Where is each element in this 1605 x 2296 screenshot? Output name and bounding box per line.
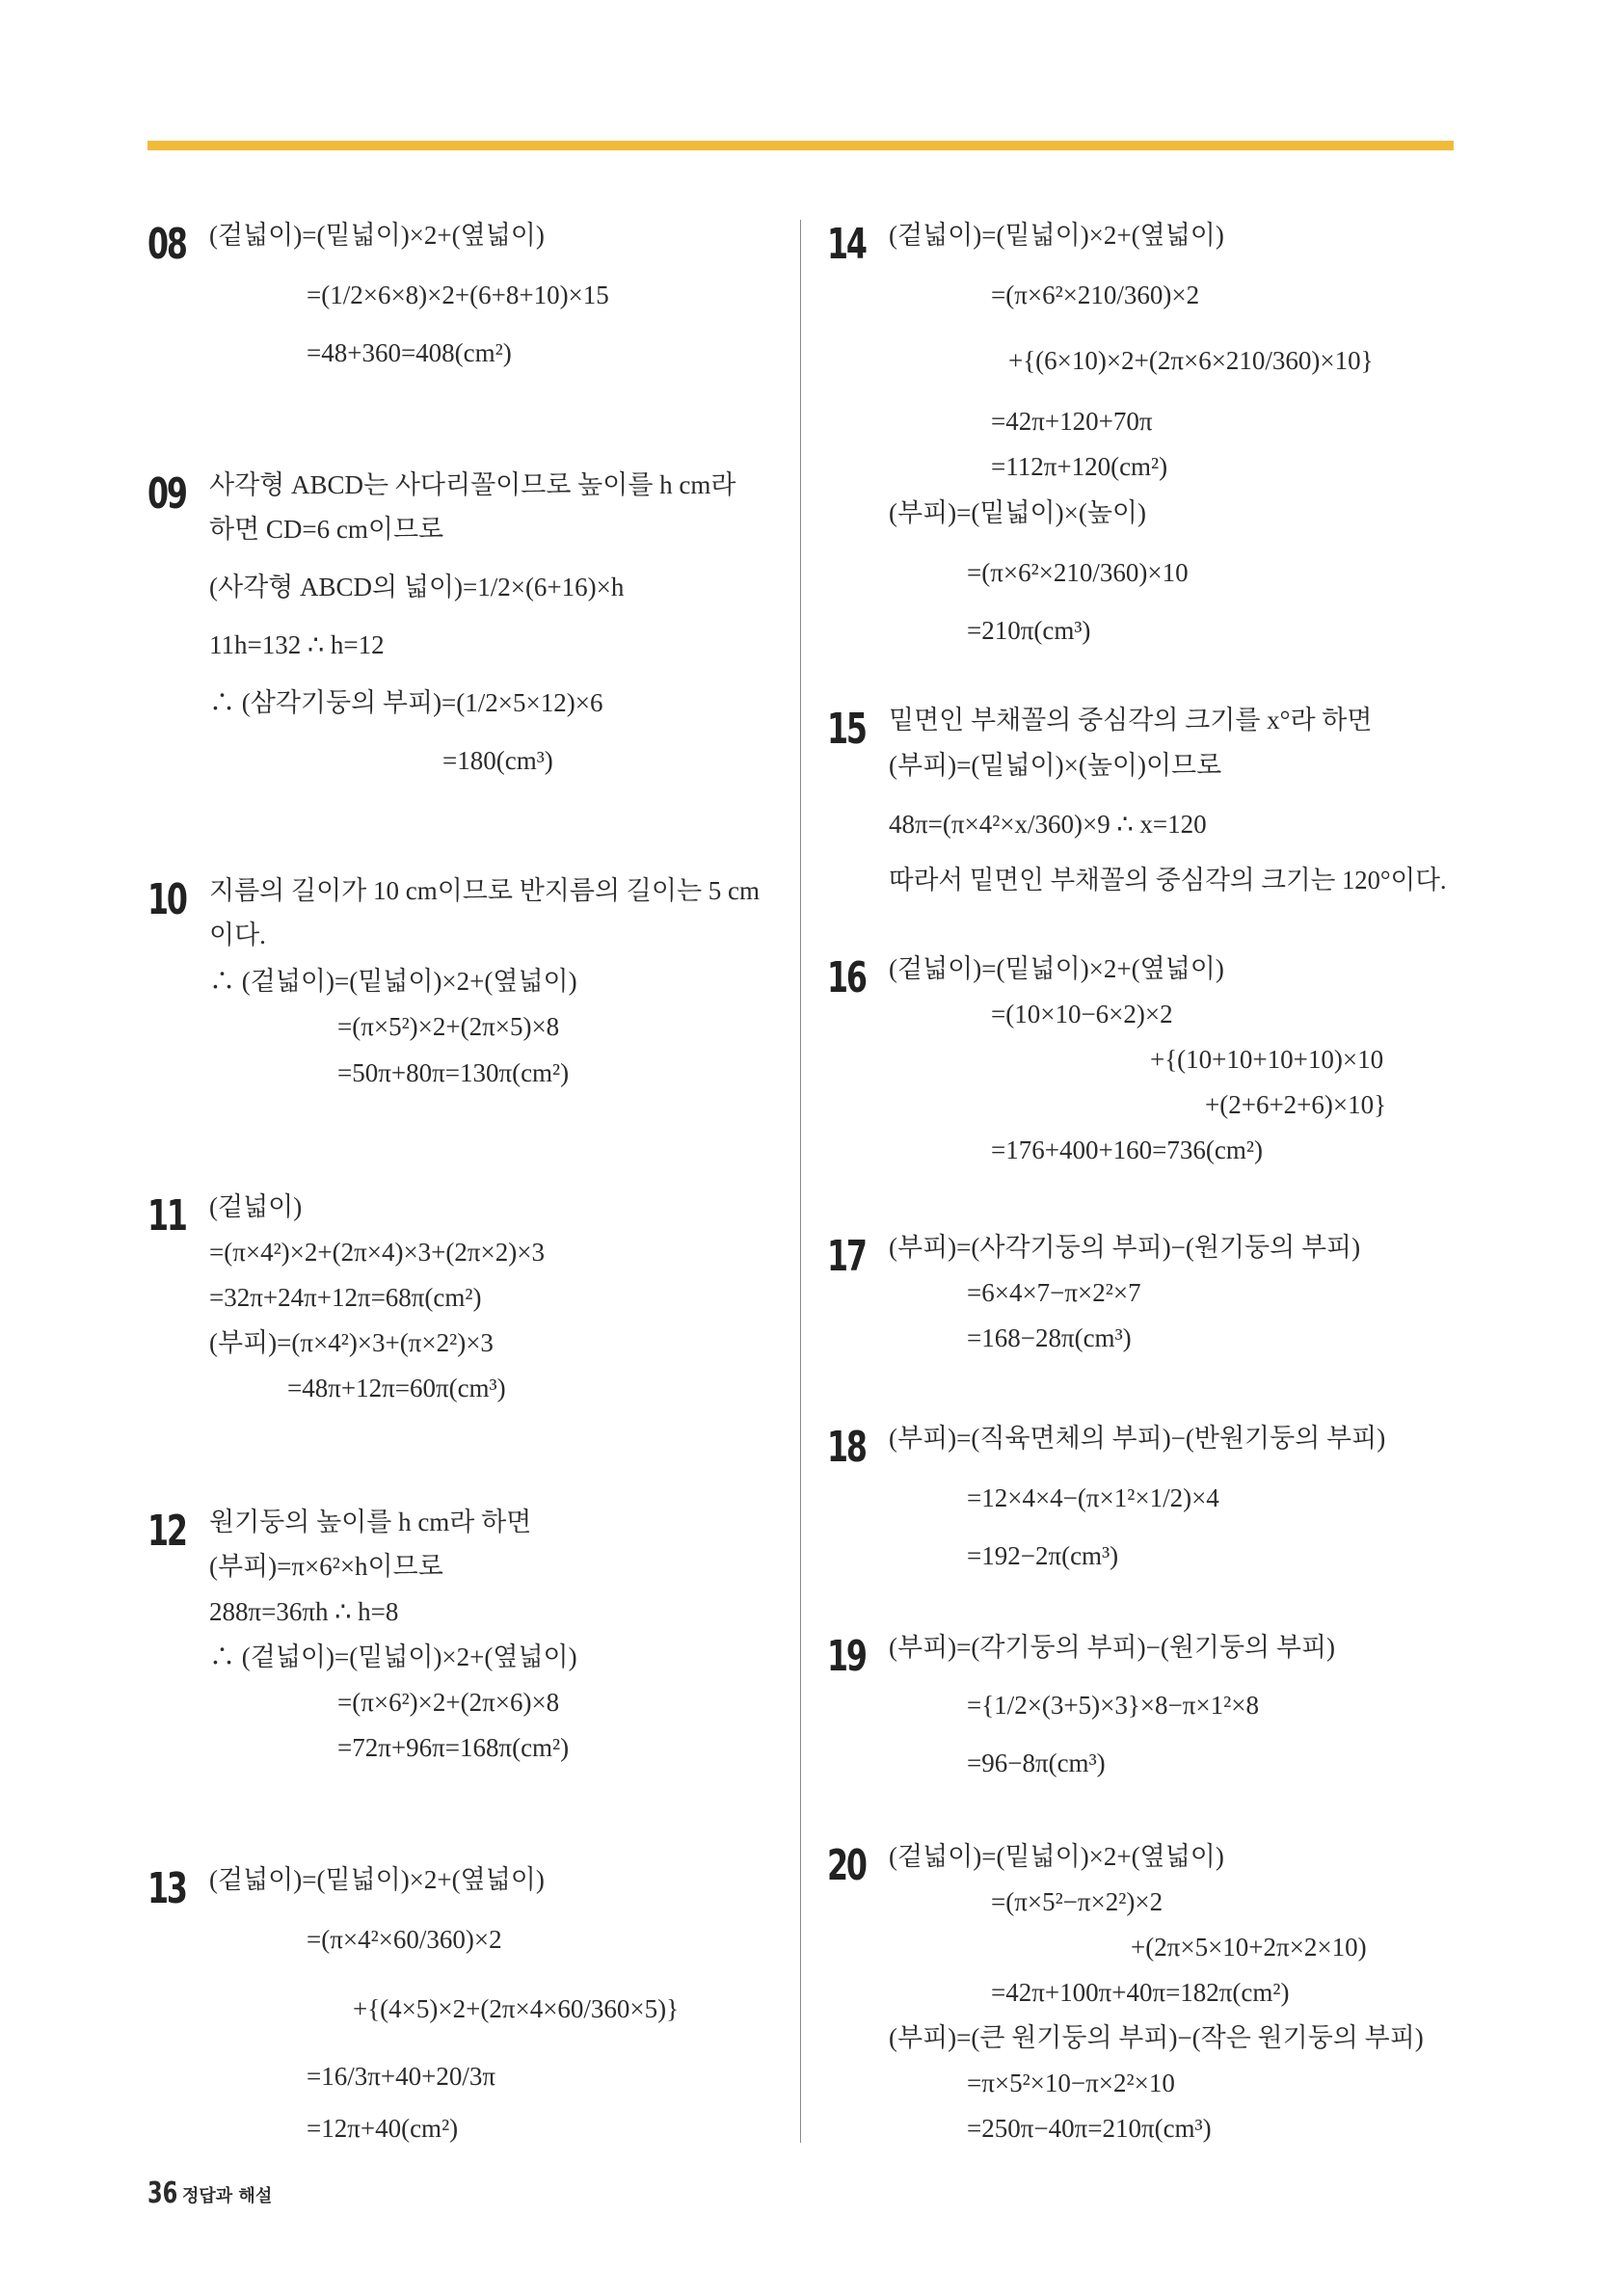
header-accent-bar [147, 141, 1454, 150]
solution-line: 이다. [209, 921, 266, 949]
solution-line: (부피)=(밑넓이)×(높이) [889, 498, 1146, 527]
solution-line: =(π×4²)×2+(2π×4)×3+(2π×2)×3 [209, 1238, 545, 1267]
solution-line: 하면 CD=6 cm이므로 [209, 515, 444, 544]
solution-line: 지름의 길이가 10 cm이므로 반지름의 길이는 5 cm [209, 876, 761, 905]
problem-number: 17 [827, 1232, 866, 1281]
solution-line: =12π+40(cm²) [307, 2114, 459, 2143]
solution-line: ∴ (삼각기둥의 부피)=(1/2×5×12)×6 [209, 688, 603, 717]
solution-line: =176+400+160=736(cm²) [991, 1135, 1263, 1164]
problem-number: 12 [147, 1507, 186, 1556]
solution-line: (부피)=(큰 원기둥의 부피)−(작은 원기둥의 부피) [889, 2023, 1424, 2052]
solution-line: =32π+24π+12π=68π(cm²) [209, 1283, 482, 1312]
solution-line: =72π+96π=168π(cm²) [337, 1733, 570, 1762]
solution-line: =48+360=408(cm²) [307, 338, 512, 367]
solution-line: =16/3π+40+20/3π [307, 2062, 495, 2091]
solution-line: +{(4×5)×2+(2π×4×60/360×5)} [353, 1994, 680, 2023]
problem-number: 09 [147, 469, 186, 519]
footer-label: 정답과 해설 [182, 2186, 273, 2206]
solution-line: +{(6×10)×2+(2π×6×210/360)×10} [1008, 346, 1374, 375]
solution-line: =(1/2×6×8)×2+(6+8+10)×15 [307, 280, 609, 309]
solution-line: =(π×4²×60/360)×2 [307, 1925, 502, 1954]
problem-number: 13 [147, 1864, 186, 1913]
solution-line: 11h=132 ∴ h=12 [209, 630, 385, 659]
solution-line: 48π=(π×4²×x/360)×9 ∴ x=120 [889, 810, 1207, 839]
solution-line: =(10×10−6×2)×2 [991, 1000, 1173, 1028]
solution-line: (부피)=(π×4²)×3+(π×2²)×3 [209, 1328, 494, 1357]
solution-line: 사각형 ABCD는 사다리꼴이므로 높이를 h cm라 [209, 470, 736, 499]
solution-line: (사각형 ABCD의 넓이)=1/2×(6+16)×h [209, 573, 625, 601]
solution-line: (부피)=(직육면체의 부피)−(반원기둥의 부피) [889, 1424, 1386, 1453]
solution-line: 밑면인 부채꼴의 중심각의 크기를 x°라 하면 [889, 706, 1373, 734]
solution-line: ∴ (겉넓이)=(밑넓이)×2+(옆넓이) [209, 967, 577, 996]
problem-number: 14 [827, 220, 866, 269]
problem-number: 18 [827, 1423, 866, 1472]
solution-line: 따라서 밑면인 부채꼴의 중심각의 크기는 120°이다. [889, 866, 1447, 894]
solution-line: (겉넓이)=(밑넓이)×2+(옆넓이) [889, 1842, 1224, 1871]
solution-line: =168−28π(cm³) [967, 1323, 1132, 1352]
solution-line: =π×5²×10−π×2²×10 [967, 2069, 1175, 2097]
solution-line: +{(10+10+10+10)×10 [1150, 1045, 1384, 1074]
solution-line: (겉넓이)=(밑넓이)×2+(옆넓이) [889, 954, 1224, 983]
solution-line: =112π+120(cm²) [991, 452, 1168, 481]
problem-number: 10 [147, 875, 186, 924]
solution-line: (부피)=(밑넓이)×(높이)이므로 [889, 751, 1222, 780]
solution-line: =210π(cm³) [967, 616, 1091, 645]
solution-line: =(π×6²×210/360)×10 [967, 558, 1189, 587]
solution-line: (겉넓이) [209, 1192, 303, 1221]
solution-line: (겉넓이)=(밑넓이)×2+(옆넓이) [889, 221, 1224, 250]
solution-line: ∴ (겉넓이)=(밑넓이)×2+(옆넓이) [209, 1642, 577, 1671]
solution-line: +(2+6+2+6)×10} [1205, 1090, 1387, 1119]
solution-line: =(π×6²)×2+(2π×6)×8 [337, 1688, 560, 1717]
problem-number: 19 [827, 1632, 866, 1681]
solution-line: =50π+80π=130π(cm²) [337, 1058, 570, 1087]
solution-line: ={1/2×(3+5)×3}×8−π×1²×8 [967, 1691, 1259, 1720]
solution-line: (부피)=(사각기둥의 부피)−(원기둥의 부피) [889, 1233, 1361, 1262]
solution-line: 원기둥의 높이를 h cm라 하면 [209, 1508, 532, 1536]
solution-line: =(π×5²)×2+(2π×5)×8 [337, 1012, 560, 1041]
solution-line: =42π+100π+40π=182π(cm²) [991, 1978, 1290, 2007]
solution-line: =250π−40π=210π(cm³) [967, 2114, 1212, 2143]
solution-line: =180(cm³) [442, 746, 553, 775]
solution-line: =(π×6²×210/360)×2 [991, 280, 1200, 309]
solution-line: (겉넓이)=(밑넓이)×2+(옆넓이) [209, 1865, 545, 1894]
solution-line: =6×4×7−π×2²×7 [967, 1278, 1141, 1307]
solution-line: =192−2π(cm³) [967, 1541, 1119, 1570]
problem-number: 11 [147, 1191, 186, 1241]
solution-line: (겉넓이)=(밑넓이)×2+(옆넓이) [209, 221, 545, 250]
solution-line: (부피)=(각기둥의 부피)−(원기둥의 부피) [889, 1633, 1336, 1662]
solution-line: =96−8π(cm³) [967, 1749, 1106, 1777]
problem-number: 15 [827, 705, 866, 754]
solution-line: =(π×5²−π×2²)×2 [991, 1887, 1164, 1916]
solution-line: =12×4×4−(π×1²×1/2)×4 [967, 1483, 1219, 1512]
solution-line: =42π+120+70π [991, 407, 1153, 436]
problem-number: 16 [827, 953, 866, 1002]
page-number: 36 [147, 2176, 178, 2210]
solution-line: (부피)=π×6²×h이므로 [209, 1552, 443, 1581]
solution-line: =48π+12π=60π(cm³) [287, 1374, 506, 1402]
solution-line: 288π=36πh ∴ h=8 [209, 1597, 399, 1626]
solution-line: +(2π×5×10+2π×2×10) [1131, 1933, 1367, 1962]
problem-number: 20 [827, 1841, 866, 1890]
page-footer [147, 2176, 273, 2210]
problem-number: 08 [147, 220, 186, 269]
column-divider [800, 220, 801, 2143]
